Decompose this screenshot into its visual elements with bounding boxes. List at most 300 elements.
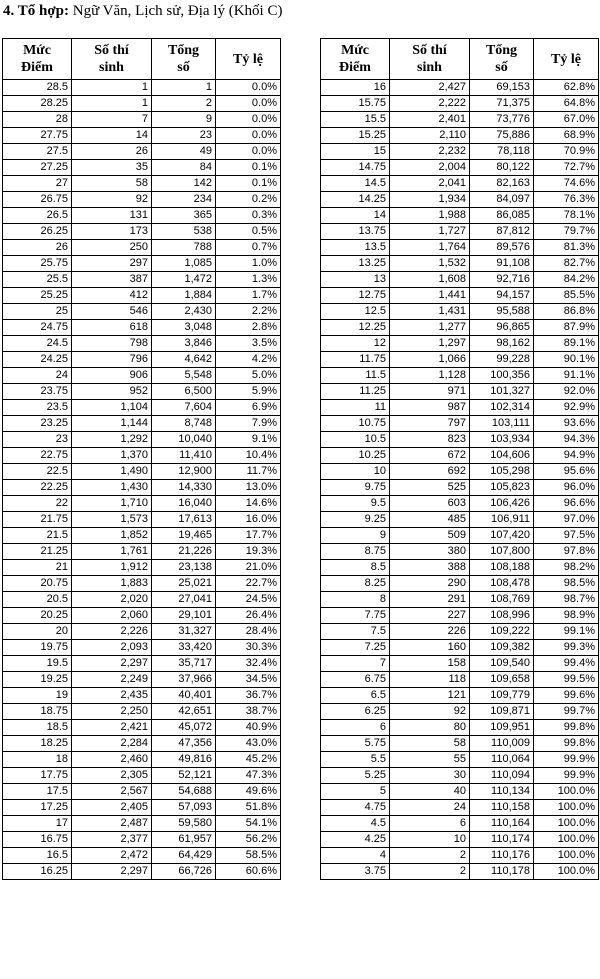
cell-students: 1,292 <box>72 432 152 448</box>
table-row <box>321 80 599 96</box>
cell-students: 1,883 <box>72 576 152 592</box>
table-row <box>3 688 281 704</box>
table-row <box>321 624 599 640</box>
cell-ratio: 0.1% <box>216 160 281 176</box>
cell-ratio: 91.1% <box>534 368 599 384</box>
table-row <box>3 528 281 544</box>
table-row <box>321 192 599 208</box>
cell-students: 1,128 <box>390 368 470 384</box>
cell-score: 7.5 <box>321 624 390 640</box>
cell-score: 15.25 <box>321 128 390 144</box>
cell-total: 110,176 <box>470 848 534 864</box>
table-row <box>3 400 281 416</box>
cell-score: 22.5 <box>3 464 72 480</box>
cell-students: 2,226 <box>72 624 152 640</box>
cell-ratio: 51.8% <box>216 800 281 816</box>
cell-score: 11.75 <box>321 352 390 368</box>
cell-total: 108,478 <box>470 576 534 592</box>
cell-ratio: 0.0% <box>216 144 281 160</box>
cell-ratio: 5.0% <box>216 368 281 384</box>
cell-score: 20.75 <box>3 576 72 592</box>
cell-score: 18.75 <box>3 704 72 720</box>
cell-total: 35,717 <box>152 656 216 672</box>
cell-score: 28 <box>3 112 72 128</box>
table-row <box>3 80 281 96</box>
cell-score: 12 <box>321 336 390 352</box>
cell-ratio: 7.9% <box>216 416 281 432</box>
cell-total: 1,085 <box>152 256 216 272</box>
cell-students: 227 <box>390 608 470 624</box>
cell-students: 823 <box>390 432 470 448</box>
cell-students: 906 <box>72 368 152 384</box>
cell-score: 19.5 <box>3 656 72 672</box>
cell-students: 58 <box>72 176 152 192</box>
table-row <box>3 208 281 224</box>
cell-students: 546 <box>72 304 152 320</box>
cell-score: 11 <box>321 400 390 416</box>
table-row <box>321 640 599 656</box>
cell-total: 109,779 <box>470 688 534 704</box>
table-row <box>3 480 281 496</box>
table-row <box>3 128 281 144</box>
table-row <box>321 128 599 144</box>
table-row <box>3 176 281 192</box>
cell-total: 104,606 <box>470 448 534 464</box>
header-score: Mức Điểm <box>321 39 390 80</box>
table-row <box>3 704 281 720</box>
cell-score: 27.5 <box>3 144 72 160</box>
cell-ratio: 5.9% <box>216 384 281 400</box>
cell-score: 14 <box>321 208 390 224</box>
cell-score: 10 <box>321 464 390 480</box>
cell-score: 10.25 <box>321 448 390 464</box>
cell-ratio: 99.7% <box>534 704 599 720</box>
table-row <box>321 368 599 384</box>
table-row <box>321 464 599 480</box>
cell-students: 2,487 <box>72 816 152 832</box>
header-students: Số thí sinh <box>72 39 152 80</box>
cell-ratio: 99.8% <box>534 720 599 736</box>
cell-ratio: 95.6% <box>534 464 599 480</box>
cell-ratio: 98.2% <box>534 560 599 576</box>
cell-ratio: 17.7% <box>216 528 281 544</box>
cell-students: 2,460 <box>72 752 152 768</box>
table-row <box>3 224 281 240</box>
cell-ratio: 0.3% <box>216 208 281 224</box>
table-row <box>321 352 599 368</box>
table-row <box>321 176 599 192</box>
cell-ratio: 58.5% <box>216 848 281 864</box>
score-table-right <box>320 38 599 880</box>
cell-total: 82,163 <box>470 176 534 192</box>
table-row <box>321 432 599 448</box>
cell-score: 7.25 <box>321 640 390 656</box>
table-row <box>321 480 599 496</box>
cell-score: 19 <box>3 688 72 704</box>
cell-ratio: 49.6% <box>216 784 281 800</box>
table-row <box>3 288 281 304</box>
table-row <box>321 848 599 864</box>
table-row <box>3 800 281 816</box>
cell-score: 18.25 <box>3 736 72 752</box>
cell-students: 250 <box>72 240 152 256</box>
cell-score: 23.75 <box>3 384 72 400</box>
table-row <box>321 736 599 752</box>
cell-ratio: 99.9% <box>534 752 599 768</box>
cell-ratio: 100.0% <box>534 832 599 848</box>
cell-students: 1,297 <box>390 336 470 352</box>
cell-score: 4.75 <box>321 800 390 816</box>
cell-ratio: 32.4% <box>216 656 281 672</box>
cell-ratio: 76.3% <box>534 192 599 208</box>
cell-total: 110,134 <box>470 784 534 800</box>
cell-total: 110,064 <box>470 752 534 768</box>
cell-total: 2 <box>152 96 216 112</box>
cell-ratio: 1.0% <box>216 256 281 272</box>
cell-students: 290 <box>390 576 470 592</box>
table-row <box>3 320 281 336</box>
cell-ratio: 99.4% <box>534 656 599 672</box>
cell-students: 1,431 <box>390 304 470 320</box>
cell-ratio: 0.0% <box>216 112 281 128</box>
cell-ratio: 10.4% <box>216 448 281 464</box>
cell-total: 109,658 <box>470 672 534 688</box>
cell-students: 40 <box>390 784 470 800</box>
cell-score: 6.5 <box>321 688 390 704</box>
table-row <box>321 800 599 816</box>
table-row <box>3 112 281 128</box>
cell-total: 110,164 <box>470 816 534 832</box>
cell-ratio: 28.4% <box>216 624 281 640</box>
cell-total: 538 <box>152 224 216 240</box>
cell-total: 107,800 <box>470 544 534 560</box>
cell-score: 14.75 <box>321 160 390 176</box>
table-row <box>321 720 599 736</box>
table-row <box>3 768 281 784</box>
cell-ratio: 93.6% <box>534 416 599 432</box>
cell-total: 33,420 <box>152 640 216 656</box>
table-row <box>321 96 599 112</box>
cell-total: 73,776 <box>470 112 534 128</box>
cell-ratio: 99.3% <box>534 640 599 656</box>
cell-ratio: 0.1% <box>216 176 281 192</box>
cell-total: 45,072 <box>152 720 216 736</box>
cell-score: 17.75 <box>3 768 72 784</box>
cell-score: 6.75 <box>321 672 390 688</box>
cell-students: 1,104 <box>72 400 152 416</box>
cell-total: 10,040 <box>152 432 216 448</box>
cell-score: 23 <box>3 432 72 448</box>
cell-score: 17.5 <box>3 784 72 800</box>
cell-students: 1,988 <box>390 208 470 224</box>
header-ratio: Tỷ lệ <box>534 39 599 80</box>
cell-ratio: 81.3% <box>534 240 599 256</box>
cell-total: 1,472 <box>152 272 216 288</box>
cell-total: 8,748 <box>152 416 216 432</box>
cell-students: 1,761 <box>72 544 152 560</box>
cell-students: 55 <box>390 752 470 768</box>
table-row <box>321 400 599 416</box>
cell-total: 95,588 <box>470 304 534 320</box>
cell-total: 66,726 <box>152 864 216 880</box>
table-row <box>3 640 281 656</box>
cell-ratio: 40.9% <box>216 720 281 736</box>
cell-total: 14,330 <box>152 480 216 496</box>
cell-score: 13.75 <box>321 224 390 240</box>
cell-score: 15.5 <box>321 112 390 128</box>
cell-score: 10.75 <box>321 416 390 432</box>
cell-score: 21 <box>3 560 72 576</box>
cell-total: 4,642 <box>152 352 216 368</box>
cell-ratio: 34.5% <box>216 672 281 688</box>
cell-total: 99,228 <box>470 352 534 368</box>
cell-total: 98,162 <box>470 336 534 352</box>
cell-students: 24 <box>390 800 470 816</box>
table-row <box>3 560 281 576</box>
table-row <box>3 848 281 864</box>
cell-score: 7.75 <box>321 608 390 624</box>
cell-students: 2 <box>390 848 470 864</box>
cell-students: 30 <box>390 768 470 784</box>
cell-score: 13.25 <box>321 256 390 272</box>
cell-total: 3,048 <box>152 320 216 336</box>
cell-students: 226 <box>390 624 470 640</box>
table-row <box>3 592 281 608</box>
cell-ratio: 0.0% <box>216 80 281 96</box>
cell-total: 23,138 <box>152 560 216 576</box>
cell-score: 17.25 <box>3 800 72 816</box>
cell-score: 27.75 <box>3 128 72 144</box>
cell-ratio: 100.0% <box>534 816 599 832</box>
cell-ratio: 68.9% <box>534 128 599 144</box>
cell-total: 108,996 <box>470 608 534 624</box>
cell-students: 121 <box>390 688 470 704</box>
cell-score: 8.5 <box>321 560 390 576</box>
cell-students: 2,284 <box>72 736 152 752</box>
cell-score: 6 <box>321 720 390 736</box>
cell-score: 25.75 <box>3 256 72 272</box>
cell-students: 160 <box>390 640 470 656</box>
cell-ratio: 96.6% <box>534 496 599 512</box>
cell-ratio: 99.6% <box>534 688 599 704</box>
cell-total: 29,101 <box>152 608 216 624</box>
cell-ratio: 99.1% <box>534 624 599 640</box>
cell-total: 100,356 <box>470 368 534 384</box>
table-row <box>321 144 599 160</box>
cell-score: 11.5 <box>321 368 390 384</box>
cell-score: 22.75 <box>3 448 72 464</box>
score-table-left <box>2 38 281 880</box>
cell-score: 24.75 <box>3 320 72 336</box>
table-row <box>321 240 599 256</box>
cell-students: 1,066 <box>390 352 470 368</box>
cell-total: 109,222 <box>470 624 534 640</box>
cell-ratio: 94.3% <box>534 432 599 448</box>
cell-students: 1,370 <box>72 448 152 464</box>
table-row <box>3 464 281 480</box>
table-row <box>321 416 599 432</box>
cell-score: 24.25 <box>3 352 72 368</box>
table-body-left <box>3 80 281 880</box>
cell-ratio: 1.3% <box>216 272 281 288</box>
cell-students: 1,710 <box>72 496 152 512</box>
table-row <box>3 624 281 640</box>
cell-total: 110,158 <box>470 800 534 816</box>
cell-score: 4.5 <box>321 816 390 832</box>
cell-ratio: 0.0% <box>216 128 281 144</box>
cell-score: 5.75 <box>321 736 390 752</box>
cell-ratio: 98.5% <box>534 576 599 592</box>
cell-students: 2,401 <box>390 112 470 128</box>
table-row <box>3 304 281 320</box>
cell-score: 8.75 <box>321 544 390 560</box>
cell-total: 101,327 <box>470 384 534 400</box>
cell-ratio: 97.5% <box>534 528 599 544</box>
cell-ratio: 100.0% <box>534 784 599 800</box>
cell-score: 18.5 <box>3 720 72 736</box>
cell-ratio: 47.3% <box>216 768 281 784</box>
cell-students: 1,912 <box>72 560 152 576</box>
cell-total: 25,021 <box>152 576 216 592</box>
cell-ratio: 64.8% <box>534 96 599 112</box>
cell-score: 28.5 <box>3 80 72 96</box>
header-row <box>3 39 281 80</box>
cell-ratio: 38.7% <box>216 704 281 720</box>
cell-score: 26.25 <box>3 224 72 240</box>
cell-total: 103,934 <box>470 432 534 448</box>
cell-ratio: 96.0% <box>534 480 599 496</box>
cell-students: 158 <box>390 656 470 672</box>
table-row <box>3 384 281 400</box>
cell-score: 26.75 <box>3 192 72 208</box>
cell-students: 412 <box>72 288 152 304</box>
cell-ratio: 98.9% <box>534 608 599 624</box>
cell-total: 9 <box>152 112 216 128</box>
cell-total: 91,108 <box>470 256 534 272</box>
cell-score: 6.25 <box>321 704 390 720</box>
cell-score: 22 <box>3 496 72 512</box>
table-row <box>3 656 281 672</box>
cell-ratio: 97.0% <box>534 512 599 528</box>
cell-ratio: 87.9% <box>534 320 599 336</box>
table-row <box>321 320 599 336</box>
cell-score: 21.75 <box>3 512 72 528</box>
cell-ratio: 89.1% <box>534 336 599 352</box>
cell-ratio: 99.5% <box>534 672 599 688</box>
cell-total: 109,540 <box>470 656 534 672</box>
cell-ratio: 0.5% <box>216 224 281 240</box>
table-row <box>3 192 281 208</box>
table-row <box>321 208 599 224</box>
table-row <box>321 576 599 592</box>
cell-students: 1,764 <box>390 240 470 256</box>
cell-ratio: 16.0% <box>216 512 281 528</box>
cell-ratio: 26.4% <box>216 608 281 624</box>
cell-score: 9.25 <box>321 512 390 528</box>
table-row <box>321 448 599 464</box>
cell-score: 12.5 <box>321 304 390 320</box>
cell-students: 2,222 <box>390 96 470 112</box>
cell-score: 27 <box>3 176 72 192</box>
table-row <box>321 384 599 400</box>
cell-ratio: 6.9% <box>216 400 281 416</box>
cell-students: 1,727 <box>390 224 470 240</box>
cell-score: 20.25 <box>3 608 72 624</box>
cell-students: 2,060 <box>72 608 152 624</box>
table-row <box>321 528 599 544</box>
cell-total: 59,580 <box>152 816 216 832</box>
table-row <box>3 448 281 464</box>
cell-students: 1,532 <box>390 256 470 272</box>
cell-students: 2,305 <box>72 768 152 784</box>
cell-students: 26 <box>72 144 152 160</box>
cell-total: 47,356 <box>152 736 216 752</box>
cell-score: 9.5 <box>321 496 390 512</box>
table-row <box>3 144 281 160</box>
cell-score: 17 <box>3 816 72 832</box>
cell-students: 2,472 <box>72 848 152 864</box>
header-row <box>321 39 599 80</box>
cell-students: 796 <box>72 352 152 368</box>
cell-total: 23 <box>152 128 216 144</box>
table-row <box>321 112 599 128</box>
cell-total: 106,426 <box>470 496 534 512</box>
cell-total: 105,823 <box>470 480 534 496</box>
cell-total: 61,957 <box>152 832 216 848</box>
cell-score: 12.25 <box>321 320 390 336</box>
cell-ratio: 43.0% <box>216 736 281 752</box>
header-total: Tổng số <box>152 39 216 80</box>
cell-ratio: 100.0% <box>534 864 599 880</box>
cell-score: 22.25 <box>3 480 72 496</box>
cell-total: 234 <box>152 192 216 208</box>
heading-subjects: Ngữ Văn, Lịch sử, Địa lý (Khối C) <box>72 3 283 19</box>
cell-ratio: 60.6% <box>216 864 281 880</box>
cell-total: 2,430 <box>152 304 216 320</box>
cell-total: 6,500 <box>152 384 216 400</box>
cell-total: 110,174 <box>470 832 534 848</box>
cell-students: 92 <box>390 704 470 720</box>
cell-students: 2,297 <box>72 864 152 880</box>
cell-ratio: 36.7% <box>216 688 281 704</box>
cell-ratio: 99.9% <box>534 768 599 784</box>
cell-total: 107,420 <box>470 528 534 544</box>
cell-total: 89,576 <box>470 240 534 256</box>
cell-score: 5.5 <box>321 752 390 768</box>
cell-students: 2,435 <box>72 688 152 704</box>
cell-students: 58 <box>390 736 470 752</box>
table-row <box>3 608 281 624</box>
cell-ratio: 0.2% <box>216 192 281 208</box>
cell-total: 19,465 <box>152 528 216 544</box>
table-row <box>321 832 599 848</box>
cell-students: 797 <box>390 416 470 432</box>
table-row <box>3 752 281 768</box>
cell-ratio: 92.0% <box>534 384 599 400</box>
cell-total: 105,298 <box>470 464 534 480</box>
cell-score: 10.5 <box>321 432 390 448</box>
cell-ratio: 62.8% <box>534 80 599 96</box>
cell-students: 1,441 <box>390 288 470 304</box>
cell-students: 2,110 <box>390 128 470 144</box>
cell-total: 84,097 <box>470 192 534 208</box>
table-row <box>3 544 281 560</box>
cell-total: 365 <box>152 208 216 224</box>
cell-ratio: 100.0% <box>534 848 599 864</box>
cell-ratio: 4.2% <box>216 352 281 368</box>
cell-students: 618 <box>72 320 152 336</box>
table-row <box>3 832 281 848</box>
